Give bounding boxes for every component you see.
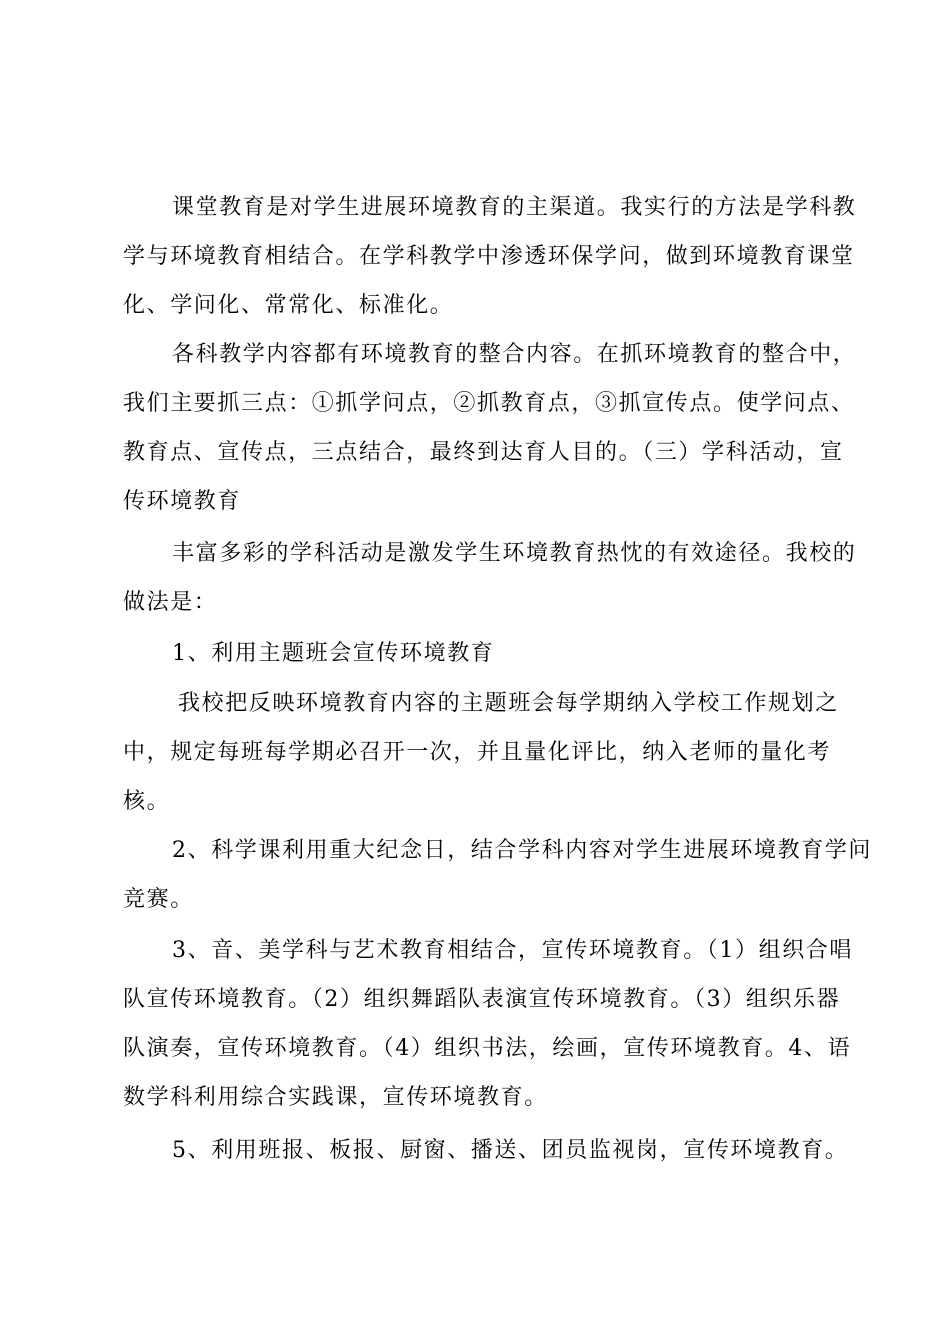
text-line: 核。 bbox=[123, 789, 171, 814]
text-line: 做法是： bbox=[123, 590, 218, 615]
text-line: 2、科学课利用重大纪念日，结合学科内容对学生进展环境教育学问 bbox=[172, 838, 872, 863]
text-line: 1、利用主题班会宣传环境教育 bbox=[172, 641, 495, 666]
text-line: 5、利用班报、板报、厨窗、播送、团员监视岗，宣传环境教育。 bbox=[172, 1138, 849, 1163]
paragraph-subject-activities bbox=[123, 529, 857, 627]
text-line: 数学科利用综合实践课，宣传环境教育。 bbox=[123, 1085, 548, 1110]
text-line: 3、音、美学科与艺术教育相结合，宣传环境教育。（1）组织合唱 bbox=[172, 938, 853, 963]
text-line: 各科教学内容都有环境教育的整合内容。在抓环境教育的整合中， bbox=[172, 342, 857, 367]
text-line: 队演奏，宣传环境教育。（4）组织书法，绘画，宣传环境教育。4、语 bbox=[123, 1036, 852, 1061]
list-item-5 bbox=[123, 1126, 849, 1175]
paragraph-classroom-education bbox=[123, 183, 857, 330]
text-line: 我校把反映环境教育内容的主题班会每学期纳入学校工作规划之 bbox=[178, 691, 839, 716]
list-item-1 bbox=[123, 629, 833, 678]
paragraph-class-meeting bbox=[123, 679, 839, 826]
text-line: 丰富多彩的学科活动是激发学生环境教育热忱的有效途径。我校的 bbox=[172, 541, 857, 566]
text-line: 学与环境教育相结合。在学科教学中渗透环保学问，做到环境教育课堂 bbox=[123, 244, 855, 269]
text-line: 化、学问化、常常化、标准化。 bbox=[123, 293, 454, 318]
list-item-3 bbox=[123, 926, 853, 1122]
text-line: 课堂教育是对学生进展环境教育的主渠道。我实行的方法是学科教 bbox=[172, 195, 857, 220]
text-line: 竞赛。 bbox=[123, 887, 194, 912]
text-line: 队宣传环境教育。（2）组织舞蹈队表演宣传环境教育。（3）组织乐器 bbox=[123, 987, 841, 1012]
text-line: 我们主要抓三点：①抓学问点，②抓教育点，③抓宣传点。使学问点、 bbox=[123, 391, 855, 416]
text-line: 传环境教育 bbox=[123, 489, 242, 514]
text-line: 中，规定每班每学期必召开一次，并且量化评比，纳入老师的量化考 bbox=[123, 740, 832, 765]
text-line: 教育点、宣传点，三点结合，最终到达育人目的。（三）学科活动，宣 bbox=[123, 440, 844, 465]
paragraph-subject-integration bbox=[123, 330, 857, 526]
list-item-2 bbox=[123, 826, 872, 924]
